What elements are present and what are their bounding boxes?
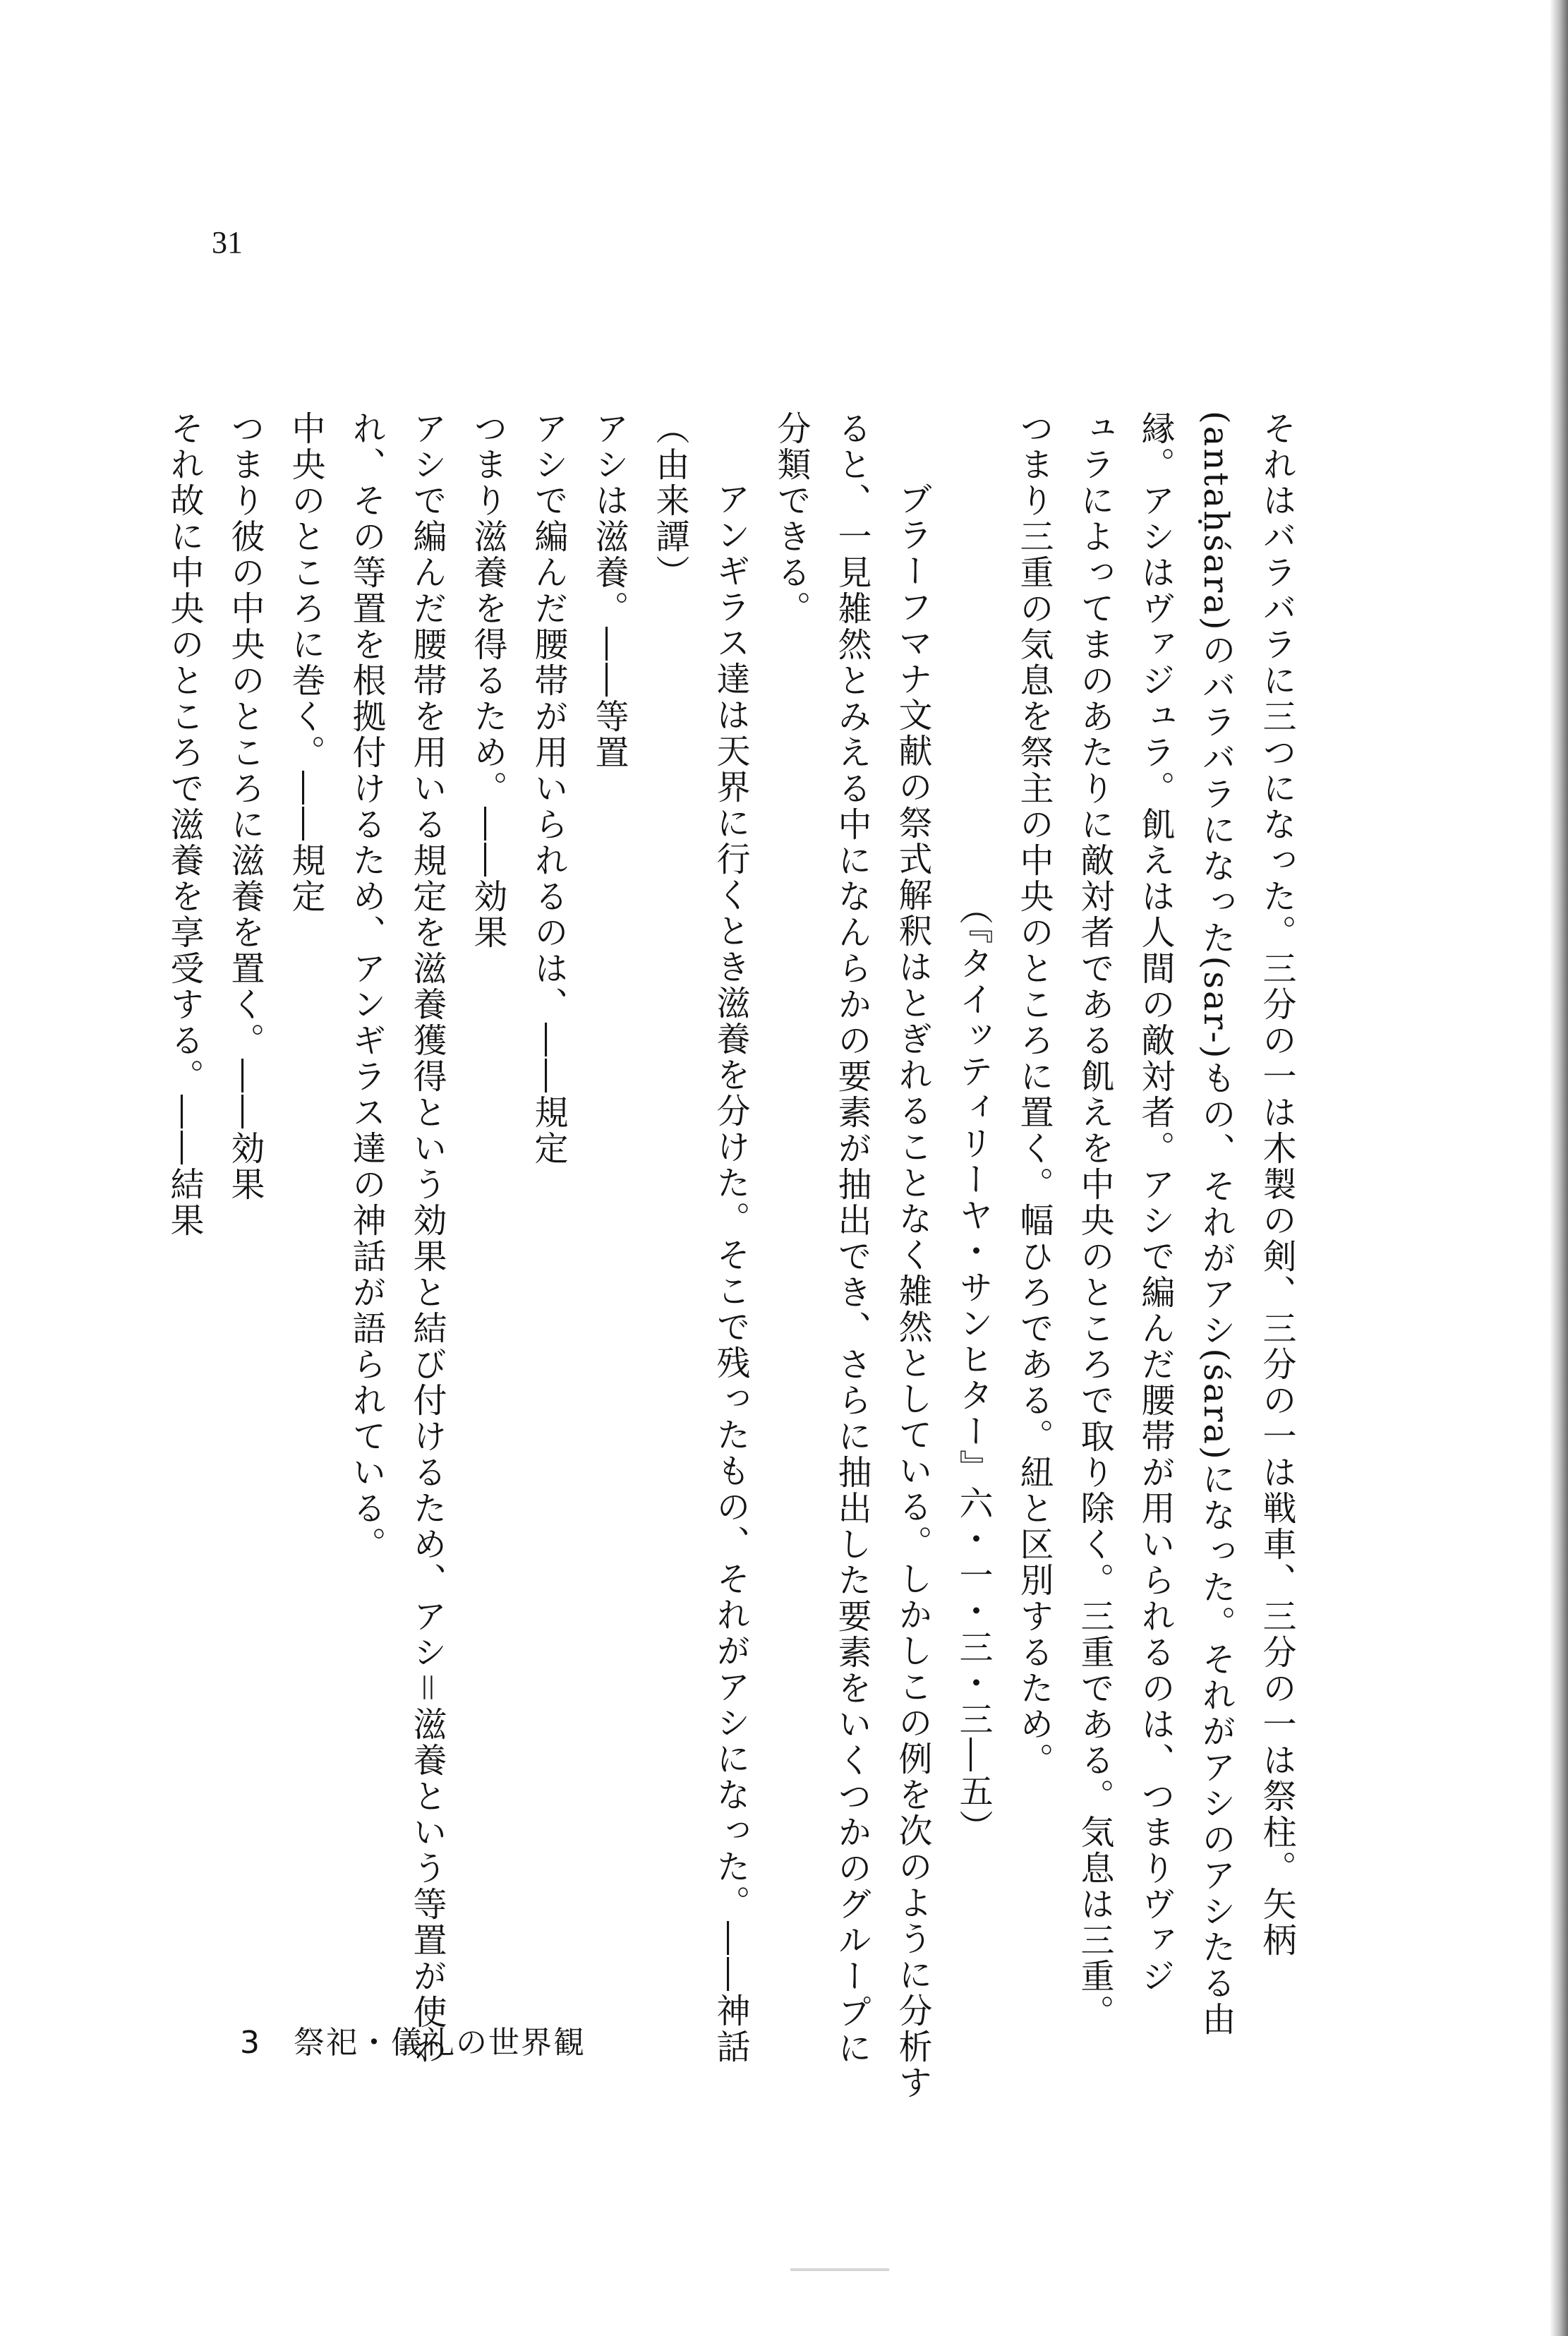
text-line: ブラーフマナ文献の祭式解釈はとぎれることなく雑然としている。しかしこの例を次のように分析す xyxy=(893,481,932,2101)
text-line: 中央のところに巻く。――規定 xyxy=(286,411,325,915)
page-number: 31 xyxy=(212,225,243,260)
text-line: ュラによってまのあたりに敵対者である飢えを中央のところで取り除く。三重である。気息は三重。 xyxy=(1075,411,1114,2030)
citation-line: （『タイッティリーヤ・サンヒター』六・一・三・三―五） xyxy=(953,891,993,1846)
text-line: 分類できる。 xyxy=(771,411,811,627)
text-line: それ故に中央のところで滋養を享受する。――結果 xyxy=(164,411,204,1239)
text-line: つまり滋養を得るため。――効果 xyxy=(468,411,507,951)
text-line: （由来譚） xyxy=(650,411,689,591)
text-line: 縁。アシはヴァジュラ。飢えは人間の敵対者。アシで編んだ腰帯が用いられるのは、つまりヴァジ xyxy=(1135,411,1175,1994)
text-line: れ、その等置を根拠付けるため、アンギラス達の神話が語られている。 xyxy=(346,411,386,1563)
page-edge-shadow xyxy=(1550,0,1568,2336)
running-head: 3 祭祀・儀礼の世界観 xyxy=(240,2025,586,2061)
text-line: つまり三重の気息を祭主の中央のところに置く。幅ひろである。紐と区別するため。 xyxy=(1014,411,1054,1778)
scan-smudge xyxy=(790,2268,889,2271)
text-line: ると、一見雑然とみえる中になんらかの要素が抽出でき、さらに抽出した要素をいくつかのグループに xyxy=(832,411,872,2066)
text-line: つまり彼の中央のところに滋養を置く。――効果 xyxy=(225,411,265,1203)
text-line: アシで編んだ腰帯が用いられるのは、――規定 xyxy=(529,411,568,1167)
text-line: アシで編んだ腰帯を用いる規定を滋養獲得という効果と結び付けるため、アシ＝滋養という等置が使わ xyxy=(407,411,447,2066)
text-line: (antaḥśara)のバラバラになった(sar-)もの、それがアシ(śara)になった。それがアシのアシたる由 xyxy=(1196,411,1236,2037)
text-line: アンギラス達は天界に行くとき滋養を分けた。そこで残ったもの、それがアシになった。――神話 xyxy=(711,481,750,2065)
text-line: アシは滋養。――等置 xyxy=(589,411,629,771)
text-line: それはバラバラに三つになった。三分の一は木製の剣、三分の一は戦車、三分の一は祭柱。矢柄 xyxy=(1257,411,1296,1958)
